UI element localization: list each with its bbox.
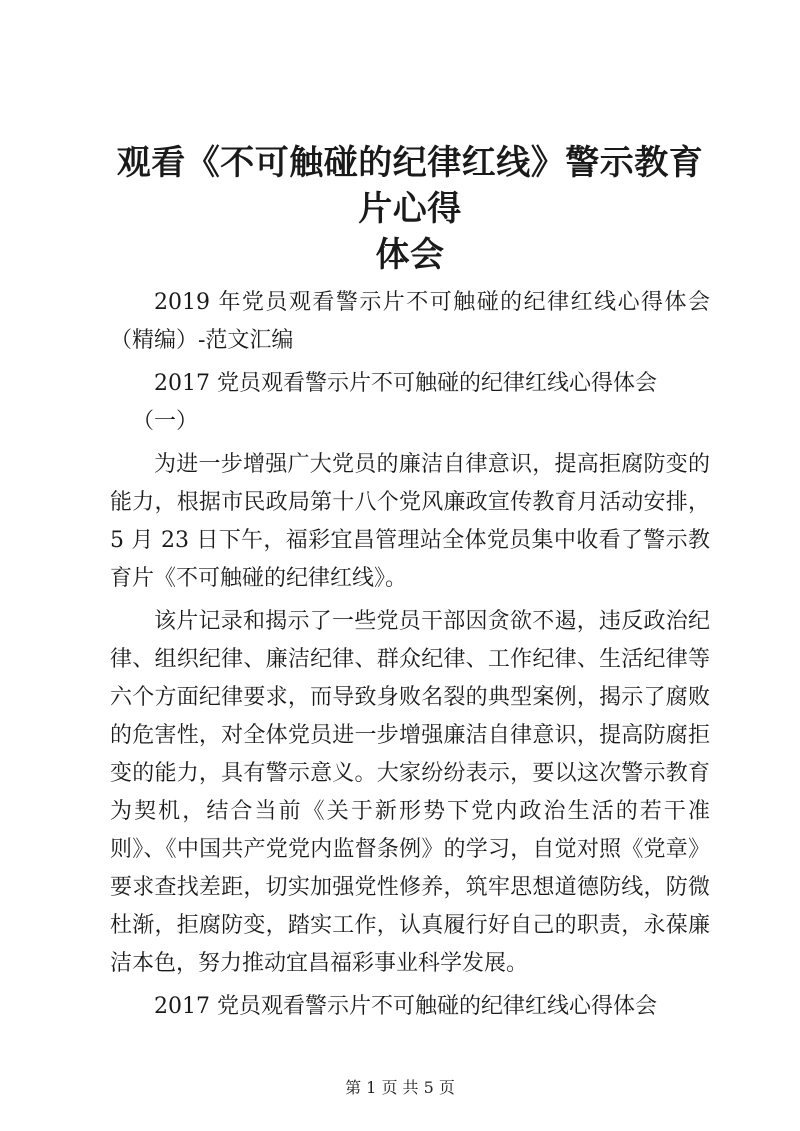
document-page	[110, 140, 710, 1026]
title-line-2: 体会	[375, 235, 445, 275]
subtitle-paragraph: 2019 年党员观看警示片不可触碰的纪律红线心得体会（精编）-范文汇编	[110, 290, 710, 353]
section-heading: 2017 党员观看警示片不可触碰的纪律红线心得体会	[154, 994, 657, 1019]
title-line-1: 观看《不可触碰的纪律红线》警示教育片心得	[116, 143, 704, 229]
section-number: （一）	[132, 409, 199, 434]
body-paragraph: 该片记录和揭示了一些党员干部因贪欲不遏，违反政治纪律、组织纪律、廉洁纪律、群众纪律、工作纪律、生活纪律等六个方面纪律要求，而导致身败名裂的典型案例，揭示了腐败的危害性，对全体党员进一步增强廉洁自律意识，提高防腐拒变的能力，具有警示意义。大家纷纷表示，要以这次警示教育为契机，结合当前《关于新形势下党内政治生活的若干准则》、《中国共产党党内监督条例》的学习，自觉对照《党章》要求查找差距，切实加强党性修养，筑牢思想道德防线，防微杜渐，拒腐防变，踏实工作，认真履行好自己的职责，永葆廉洁本色，努力推动宜昌福彩事业科学发展。	[110, 609, 710, 976]
page-footer: 第 1 页 共 5 页	[345, 1078, 455, 1097]
body-paragraph: 为进一步增强广大党员的廉洁自律意识，提高拒腐防变的能力，根据市民政局第十八个党风廉政宣传教育月活动安排，5 月 23 日下午，福彩宜昌管理站全体党员集中收看了警示教育片《不可触碰的纪律红线》。	[110, 452, 710, 591]
section-heading: 2017 党员观看警示片不可触碰的纪律红线心得体会	[154, 371, 657, 396]
document-title	[110, 140, 710, 278]
